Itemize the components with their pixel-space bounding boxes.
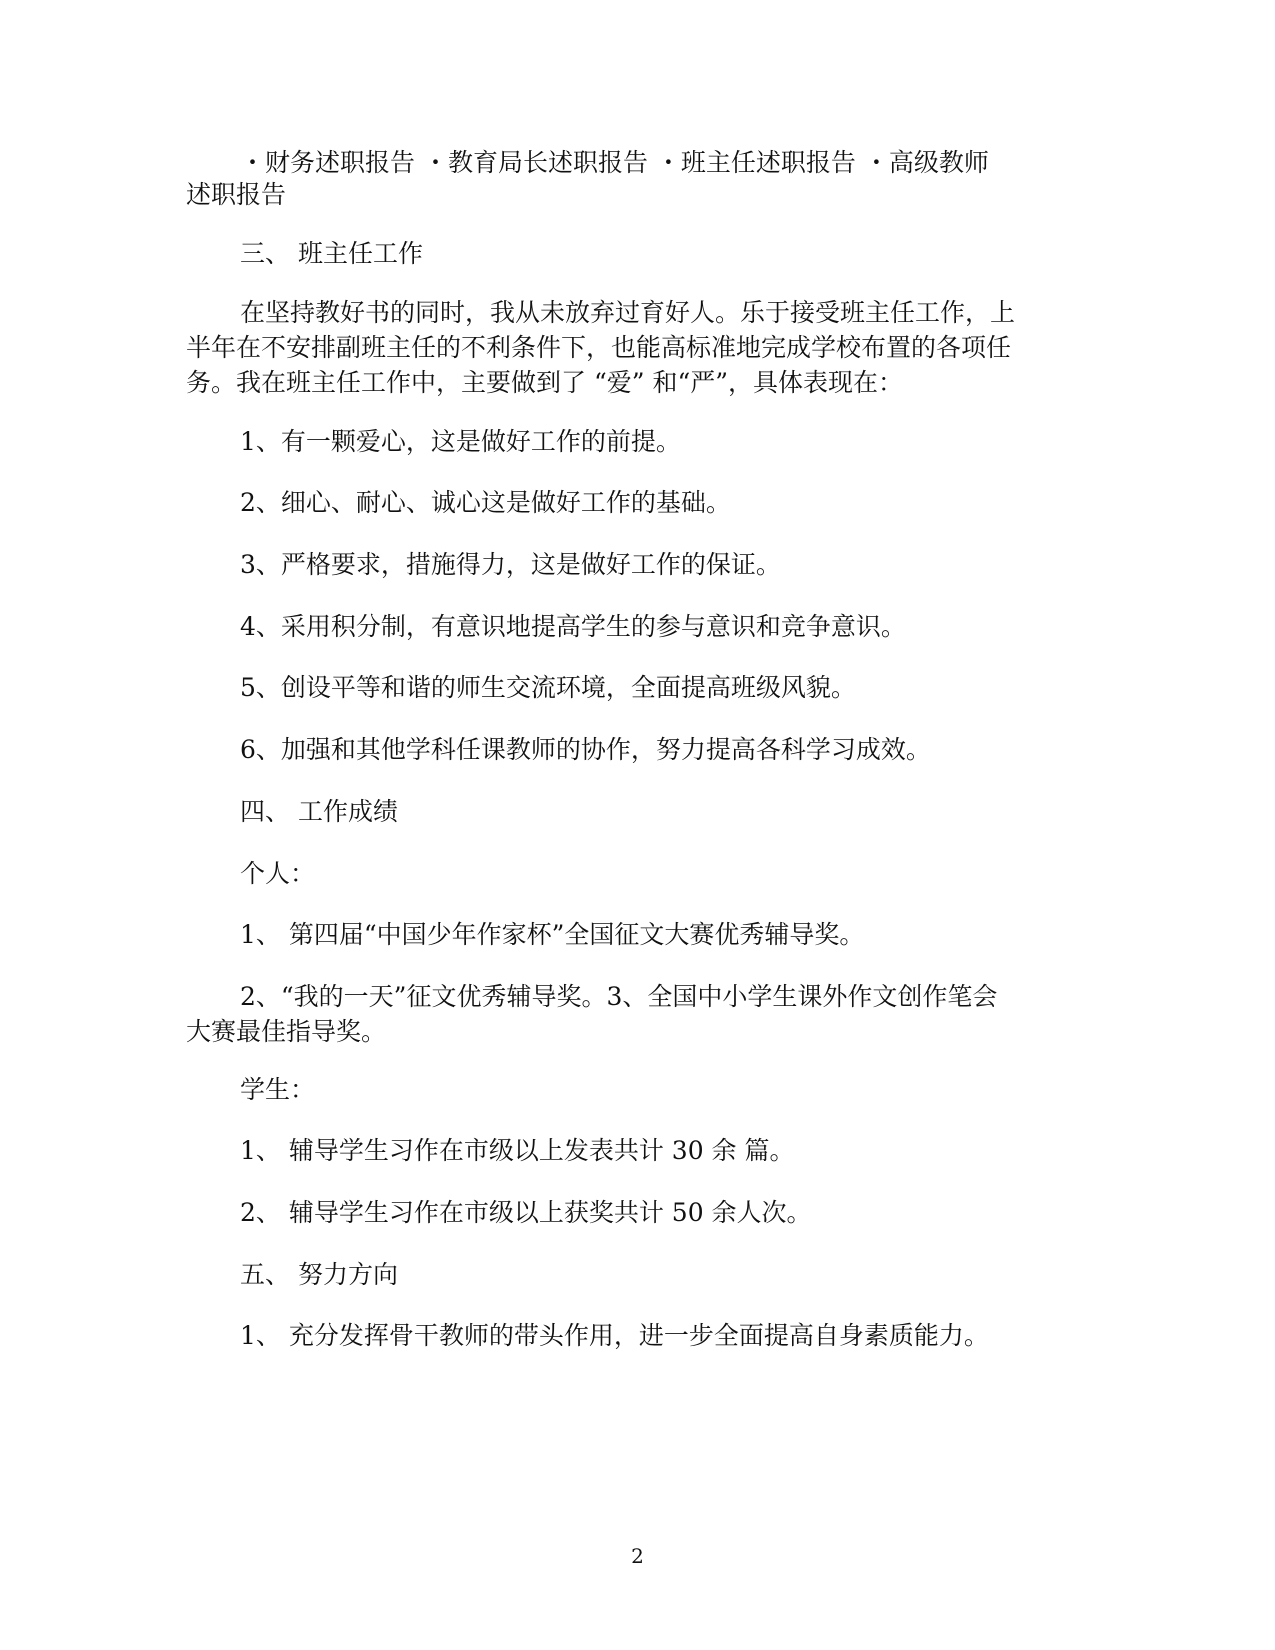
list-item: 4、采用积分制，有意识地提高学生的参与意识和竞争意识。 bbox=[240, 612, 906, 641]
list-item: 6、加强和其他学科任课教师的协作，努力提高各科学习成效。 bbox=[240, 735, 931, 764]
list-item: 2、 辅导学生习作在市级以上获奖共计 50 余人次。 bbox=[240, 1198, 812, 1227]
section-heading: 五、 努力方向 bbox=[240, 1260, 398, 1289]
section-heading: 四、 工作成绩 bbox=[240, 797, 398, 826]
list-item: 1、 第四届“中国少年作家杯”全国征文大赛优秀辅导奖。 bbox=[240, 920, 865, 949]
paragraph-line: 半年在不安排副班主任的不利条件下，也能高标准地完成学校布置的各项任 bbox=[186, 333, 1012, 362]
list-item: 1、 充分发挥骨干教师的带头作用，进一步全面提高自身素质能力。 bbox=[240, 1321, 989, 1350]
list-item: 5、创设平等和谐的师生交流环境，全面提高班级风貌。 bbox=[240, 673, 856, 702]
related-links-line-cont: 述职报告 bbox=[186, 180, 287, 209]
sub-label: 个人： bbox=[240, 859, 316, 888]
list-item: 1、 辅导学生习作在市级以上发表共计 30 余 篇。 bbox=[240, 1136, 795, 1165]
paragraph-line: 务。我在班主任工作中，主要做到了 “爱” 和“严”，具体表现在： bbox=[186, 368, 904, 397]
sub-label: 学生： bbox=[240, 1075, 316, 1104]
paragraph-line: 在坚持教好书的同时，我从未放弃过育好人。乐于接受班主任工作，上 bbox=[240, 298, 1016, 327]
list-item: 2、“我的一天”征文优秀辅导奖。3、全国中小学生课外作文创作笔会 bbox=[240, 982, 998, 1011]
list-item-cont: 大赛最佳指导奖。 bbox=[186, 1017, 387, 1046]
list-item: 3、严格要求，措施得力，这是做好工作的保证。 bbox=[240, 550, 781, 579]
section-heading: 三、 班主任工作 bbox=[240, 239, 423, 268]
related-links-line: ・财务述职报告 ・教育局长述职报告 ・班主任述职报告 ・高级教师 bbox=[240, 148, 989, 177]
list-item: 2、细心、耐心、诚心这是做好工作的基础。 bbox=[240, 488, 731, 517]
page-number: 2 bbox=[631, 1544, 644, 1568]
list-item: 1、有一颗爱心，这是做好工作的前提。 bbox=[240, 427, 681, 456]
